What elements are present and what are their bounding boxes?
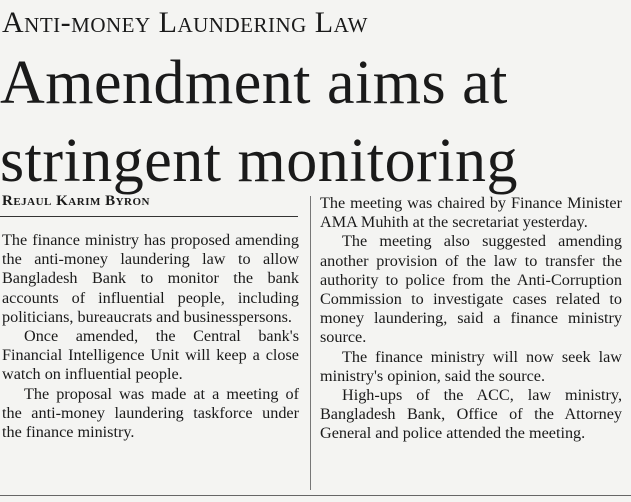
paragraph: The meeting also suggested amending another provision of the law to transfer the authority to police from the Anti-Corruption Commission to investigate cases related to money laundering, said a finance ministry source. [320, 232, 622, 347]
article-byline: Rejaul Karim Byron [2, 193, 151, 209]
article-kicker: Anti-money Laundering Law [2, 6, 368, 39]
paragraph: Once amended, the Central bank's Financial Intelligence Unit will keep a close watch on influential people. [2, 327, 299, 384]
paragraph: The finance ministry will now seek law ministry's opinion, said the source. [320, 347, 622, 385]
bottom-divider [0, 495, 631, 496]
headline-line-2: stringent monitoring [0, 127, 519, 195]
article-column-left [2, 231, 299, 442]
article-headline [0, 44, 631, 200]
paragraph: The meeting was chaired by Finance Minister AMA Muhith at the secretariat yesterday. [320, 194, 622, 232]
paragraph: The finance ministry has proposed amending the anti-money laundering law to allow Bangladesh Bank to monitor the bank accounts of influential people, including politicians, bureaucrats and businesspersons. [2, 231, 299, 326]
column-divider [310, 196, 311, 490]
headline-line-1: Amendment aims at [0, 49, 508, 117]
paragraph: The proposal was made at a meeting of the anti-money laundering taskforce under the finance ministry. [2, 384, 299, 442]
byline-divider [0, 216, 298, 217]
paragraph: High-ups of the ACC, law ministry, Bangladesh Bank, Office of the Attorney General and police attended the meeting. [320, 386, 622, 443]
article-column-right [320, 194, 622, 444]
